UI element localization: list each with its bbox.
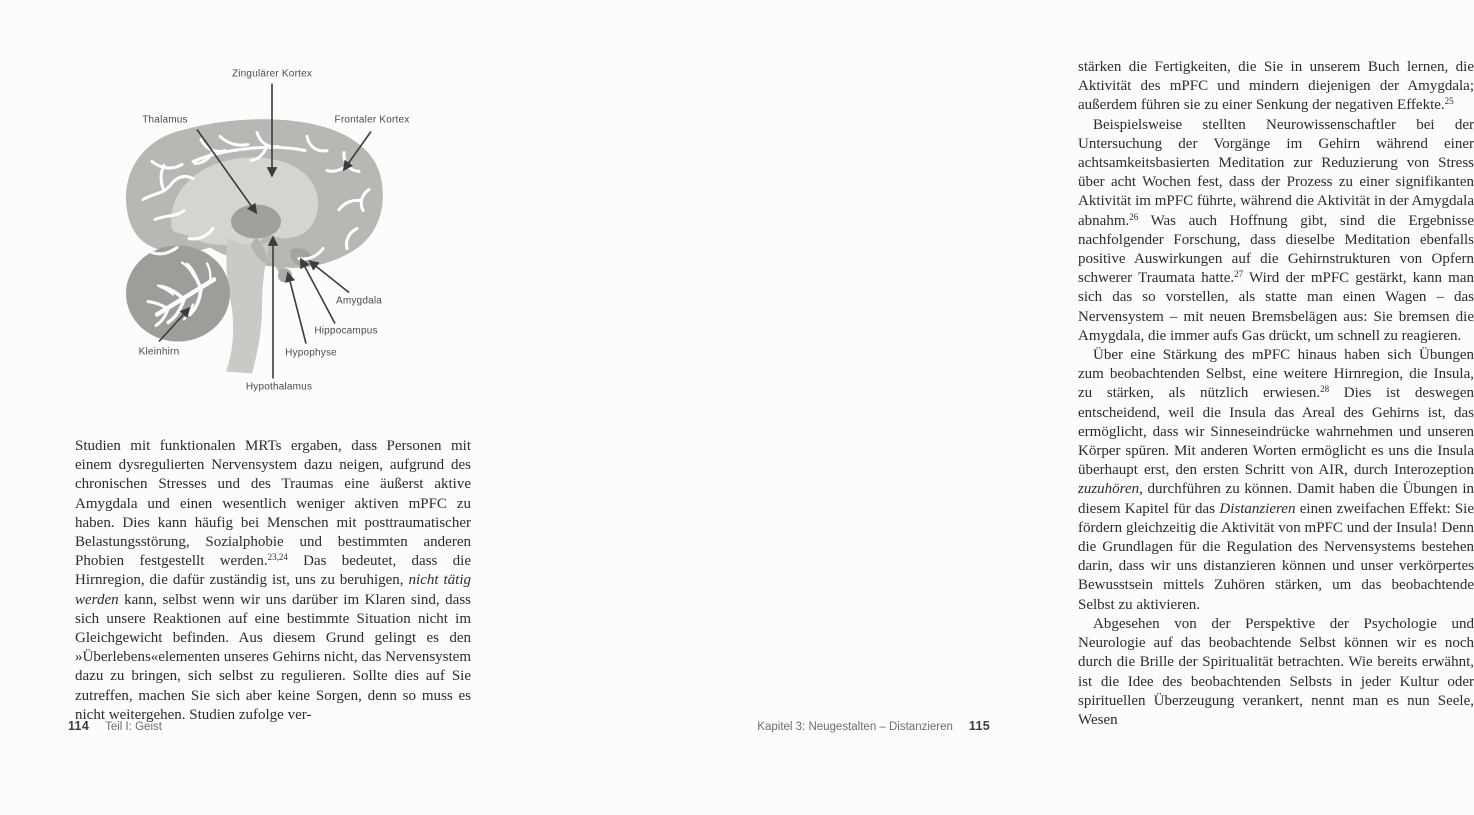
figure-label-hippocampus: Hippocampus xyxy=(314,325,378,337)
left-page-text xyxy=(75,437,471,725)
text-segment: kann, selbst wenn wir uns darüber im Klaren sind, dass sich unsere Reaktionen auf eine bestimmte Situation nicht im Gleichgewicht befinden. Aus diesem Grund gelingt es den »Überlebens«elementen unseres Gehirns nicht, das Nervensystem dazu zu bringen, sich selbst zu regulieren. Sollte dies auf Sie zutreffen, machen Sie sich aber keine Sorgen, denn so muss es nicht weitergehen. Studien zufolge ver- xyxy=(75,591,471,723)
paragraph xyxy=(1078,58,1474,116)
left-page xyxy=(0,0,510,815)
figure-label-amygdala: Amygdala xyxy=(335,295,383,307)
text-segment: Beispielsweise stellten Neurowissenschaftler bei der Untersuchung der Vorgänge im Gehirn während einer achtsamkeitsbasierten Meditation zur Reduzierung von Stress über acht Wochen fest, dass der Prozess zu einer signifikanten Aktivität im mPFC führte, während die Aktivität in der Amygdala abnahm. xyxy=(1078,116,1474,229)
text-segment: einen zweifachen Effekt: Sie fördern gleichzeitig die Aktivität von mPFC und der Insula! Denn die Grundlagen für die Regulation des Nervensystems bestehen darin, dass wir uns distanzieren können und unser verkörpertes Bewusstsein mittels Zuhören stärken, um das beobachtende Selbst zu aktivieren. xyxy=(1078,500,1474,613)
text-segment: nicht tätig werden xyxy=(75,572,472,608)
text-segment: Was auch Hoffnung gibt, sind die Ergebnisse nachfolgender Forschung, dass dieselbe Meditation ebenfalls positive Auswirkungen auf die Gehirnstrukturen von Opfern schwerer Traumata hatte. xyxy=(1078,212,1474,287)
figure-label-hypothalamus: Hypothalamus xyxy=(245,381,313,393)
right-page-text xyxy=(1078,58,1474,730)
right-page-number: 115 xyxy=(968,719,990,733)
paragraph xyxy=(1078,116,1474,346)
brain-diagram-svg xyxy=(60,50,480,428)
left-page-footer xyxy=(68,719,162,733)
text-segment: durchführen zu können. Damit haben die Übungen in diesem Kapitel für das xyxy=(1078,481,1474,517)
figure-label-hypophyse: Hypophyse xyxy=(285,347,337,359)
text-segment: Über eine Stärkung des mPFC hinaus haben sich Übungen zum beobachtenden Selbst, eine weitere Hirnregion, die Insula, zu stärken, als nützlich erwiesen. xyxy=(1078,347,1474,402)
text-segment: Distanzieren xyxy=(1219,500,1296,517)
footnote-reference: 23,24 xyxy=(267,552,288,563)
hippocampus-arrow xyxy=(301,260,335,324)
figure-label-kleinhirn: Kleinhirn xyxy=(138,346,180,358)
left-page-number: 114 xyxy=(68,719,90,733)
paragraph xyxy=(75,437,471,725)
figure-label-thalamus: Thalamus xyxy=(142,114,188,126)
right-page xyxy=(510,0,1474,815)
footnote-reference: 26 xyxy=(1129,211,1139,222)
text-segment: Dies ist deswegen entscheidend, weil die Insula das Areal des Gehirns ist, das ermöglicht, dass wir Sinneseindrücke wahrnehmen und unseren Körper spüren. Mit anderen Worten ermöglicht es uns die Insula überhaupt erst, den ersten Schritt von AIR, durch Interozeption xyxy=(1078,385,1474,479)
text-segment: Studien mit funktionalen MRTs ergaben, dass Personen mit einem dysregulierten Nervensystem dazu neigen, aufgrund des chronischen Stresses und des Traumas eine äußerst aktive Amygdala und einen wesentlich weniger aktiven mPFC zu haben. Dies kann häufig bei Menschen mit posttraumatischer Belastungsstörung, Sozialphobie und bestimmten anderen Phobien festgestellt werden. xyxy=(75,438,471,570)
footnote-reference: 25 xyxy=(1444,96,1454,107)
figure-label-zingulaerer-kortex: Zingulärer Kortex xyxy=(231,68,313,80)
brain-diagram xyxy=(60,50,480,428)
footnote-reference: 27 xyxy=(1234,269,1244,280)
footnote-reference: 28 xyxy=(1320,384,1330,395)
left-running-head: Teil I: Geist xyxy=(105,721,162,733)
paragraph xyxy=(1078,615,1474,730)
text-segment: Wird der mPFC gestärkt, kann man sich das so vorstellen, als statte man einen Wagen – das Nervensystem – mit neuen Bremsbelägen aus: Sie bremsen die Amygdala, die immer aufs Gas drückt, um schnell zu reagieren. xyxy=(1078,270,1474,344)
thalamus-shape xyxy=(231,205,281,239)
right-page-footer xyxy=(757,719,990,733)
figure-label-frontaler-kortex: Frontaler Kortex xyxy=(334,114,410,126)
text-segment: zuzuhören, xyxy=(1078,481,1143,498)
hypophyse-arrow xyxy=(288,274,306,344)
right-running-head: Kapitel 3: Neugestalten – Distanzieren xyxy=(757,721,953,733)
text-segment: Das bedeutet, dass die Hirnregion, die dafür zuständig ist, uns zu beruhigen, xyxy=(75,553,471,589)
paragraph xyxy=(1078,346,1474,615)
text-segment: Abgesehen von der Perspektive der Psychologie und Neurologie auf das beobachtende Selbst können wir es noch durch die Brille der Spiritualität betrachten. Wie bereits erwähnt, ist die Idee des beobachtenden Selbsts in jeder Kultur oder spirituellen Überzeugung verankert, nennt man es nun Seele, Wesen xyxy=(1078,615,1474,728)
text-segment: stärken die Fertigkeiten, die Sie in unserem Buch lernen, die Aktivität des mPFC und mindern diejenigen der Amygdala; außerdem führen sie zu einer Senkung der negativen Effekte. xyxy=(1078,59,1474,114)
